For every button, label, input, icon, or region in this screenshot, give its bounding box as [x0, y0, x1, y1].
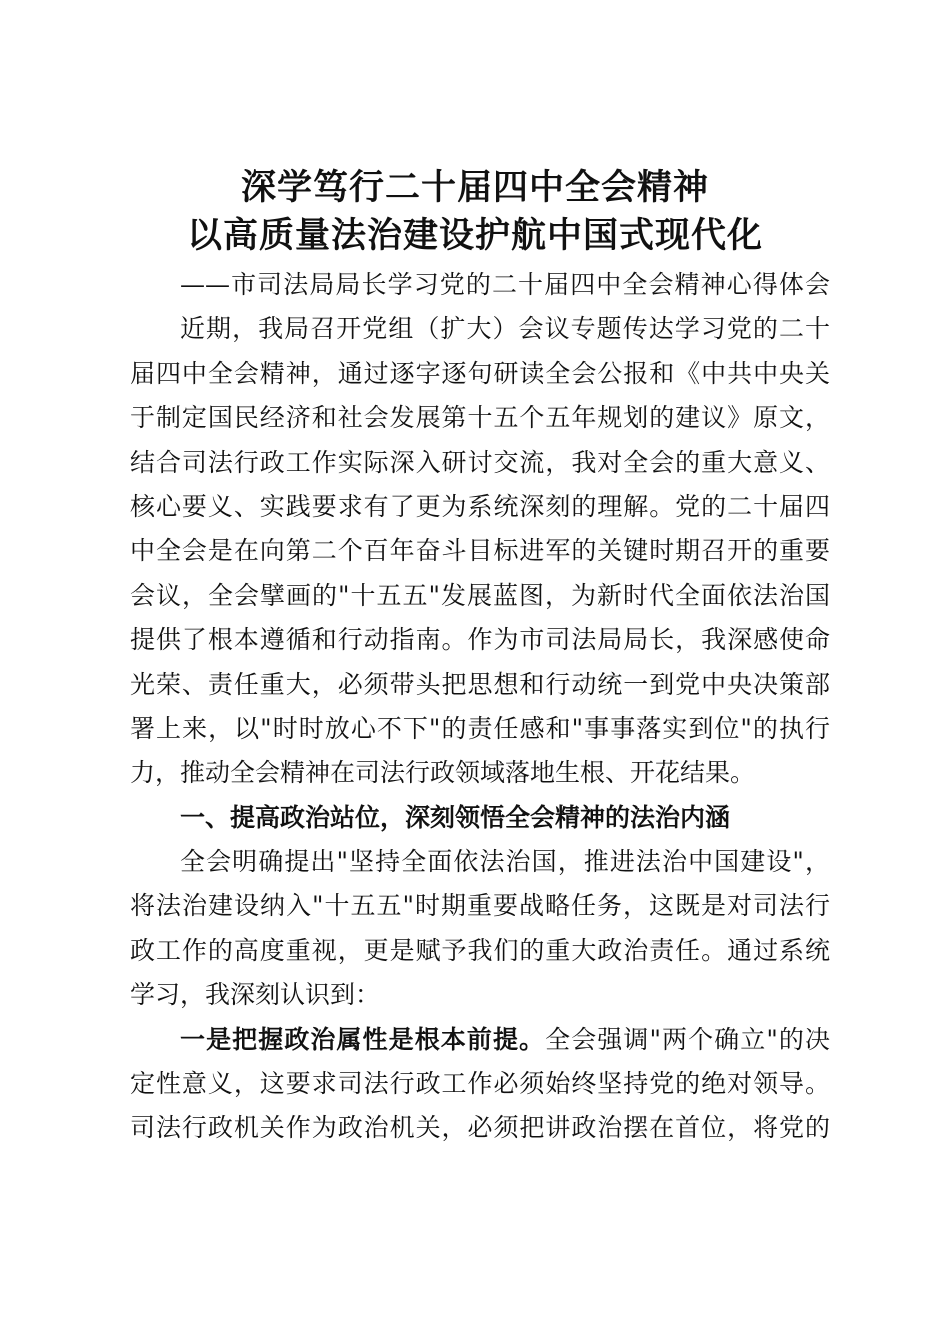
paragraph-intro: [130, 307, 830, 795]
bold-lead: 一是把握政治属性是根本前提。: [180, 1024, 546, 1054]
paragraph-line: 政工作的高度重视，更是赋予我们的重大政治责任。通过系统: [130, 935, 830, 965]
paragraph-line: 全会明确提出"坚持全面依法治国，推进法治中国建设"，: [180, 847, 830, 877]
paragraph-line: 力，推动全会精神在司法行政领域落地生根、开花结果。: [130, 758, 756, 788]
paragraph-line: 届四中全会精神，通过逐字逐句研读全会公报和《中共中央关: [130, 358, 830, 388]
paragraph-line: 学习，我深刻认识到：: [130, 980, 381, 1010]
paragraph-line: 会议，全会擘画的"十五五"发展蓝图，为新时代全面依法治国: [130, 580, 830, 610]
document-subtitle: ——市司法局局长学习党的二十届四中全会精神心得体会: [180, 270, 830, 299]
paragraph-section1: [130, 840, 830, 1018]
paragraph-line: [130, 1018, 830, 1062]
paragraph-line: 近期，我局召开党组（扩大）会议专题传达学习党的二十: [180, 314, 830, 344]
document-title-line-1: 深学笃行二十届四中全会精神: [240, 167, 709, 208]
document-body: [130, 263, 830, 1151]
section-heading-1: 一、提高政治站位，深刻领悟全会精神的法治内涵: [180, 802, 731, 832]
paragraph-line: 司法行政机关作为政治机关，必须把讲政治摆在首位，将党的: [130, 1113, 830, 1143]
paragraph-line: 光荣、责任重大，必须带头把思想和行动统一到党中央决策部: [130, 669, 830, 699]
paragraph-line: 中全会是在向第二个百年奋斗目标进军的关键时期召开的重要: [130, 536, 830, 566]
line-text: 全会强调"两个确立"的决: [545, 1024, 830, 1054]
paragraph-line: 核心要义、实践要求有了更为系统深刻的理解。党的二十届四: [130, 491, 830, 521]
paragraph-line: 结合司法行政工作实际深入研讨交流，我对全会的重大意义、: [130, 447, 830, 477]
paragraph-line: 提供了根本遵循和行动指南。作为市司法局局长，我深感使命: [130, 625, 830, 655]
paragraph-line: 署上来，以"时时放心不下"的责任感和"事事落实到位"的执行: [130, 713, 830, 743]
paragraph-line: 于制定国民经济和社会发展第十五个五年规划的建议》原文，: [130, 403, 830, 433]
paragraph-line: 将法治建设纳入"十五五"时期重要战略任务，这既是对司法行: [130, 891, 830, 921]
document-title-line-2: 以高质量法治建设护航中国式现代化: [186, 215, 763, 256]
paragraph-point-1: [130, 1018, 830, 1151]
paragraph-line: 定性意义，这要求司法行政工作必须始终坚持党的绝对领导。: [130, 1069, 830, 1099]
